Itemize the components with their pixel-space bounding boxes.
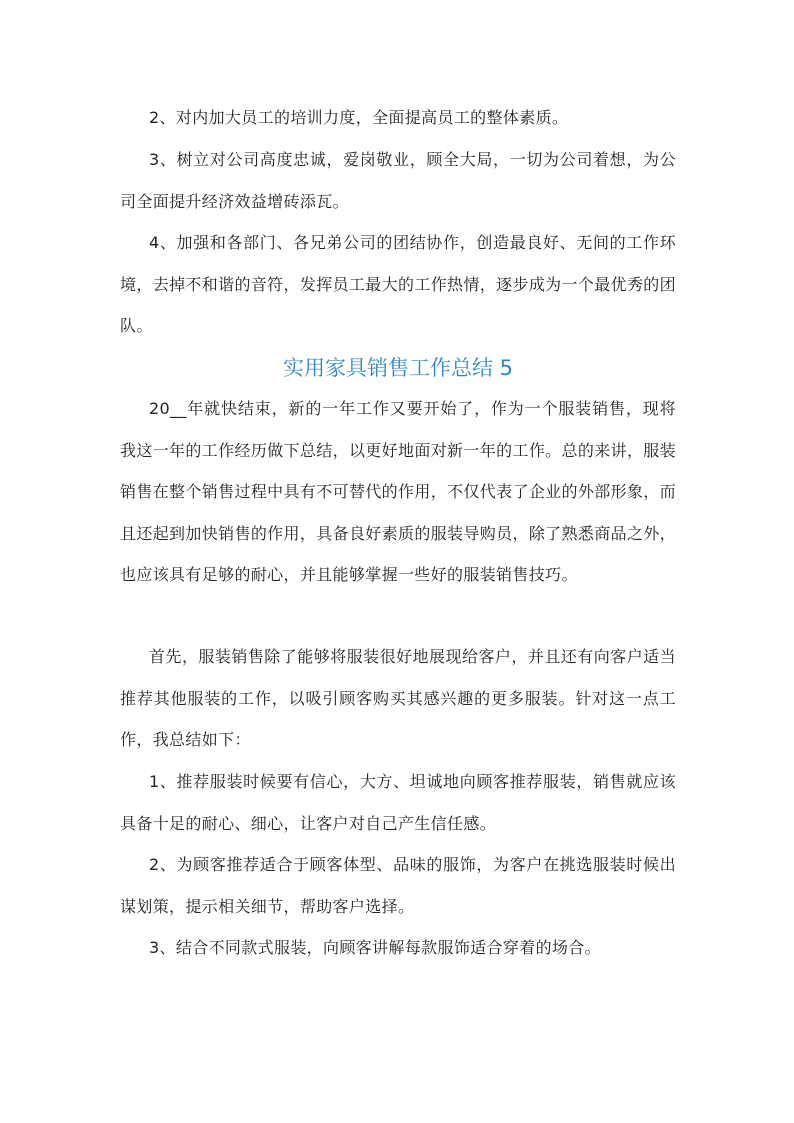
paragraph-point-1: 1、推荐服装时候要有信心，大方、坦诚地向顾客推荐服装，销售就应该具备十足的耐心、细心，让客户对自己产生信任感。 — [120, 772, 676, 833]
paragraph-first: 首先，服装销售除了能够将服装很好地展现给客户，并且还有向客户适当推荐其他服装的工作，以吸引顾客购买其感兴趣的更多服装。针对这一点工作，我总结如下： — [120, 647, 676, 749]
paragraph-teamwork: 4、加强和各部门、各兄弟公司的团结协作，创造最良好、无间的工作环境，去掉不和谐的音符，发挥员工最大的工作热情，逐步成为一个最优秀的团队。 — [120, 233, 676, 335]
section-heading: 实用家具销售工作总结 5 — [282, 356, 514, 380]
paragraph-point-3: 3、结合不同款式服装，向顾客讲解每款服饰适合穿着的场合。 — [149, 938, 601, 957]
paragraph-point-2: 2、为顾客推荐适合于顾客体型、品味的服饰，为客户在挑选服装时候出谋划策，提示相关细节，帮助客户选择。 — [120, 855, 676, 916]
paragraph-training: 2、对内加大员工的培训力度，全面提高员工的整体素质。 — [149, 108, 569, 127]
paragraph-intro: 20__年就快结束，新的一年工作又要开始了，作为一个服装销售，现将我这一年的工作经历做下总结，以更好地面对新一年的工作。总的来讲，服装销售在整个销售过程中具有不可替代的作用，不仅代表了企业的外部形象，而且还起到加快销售的作用，具备良好素质的服装导购员，除了熟悉商品之外，也应该具有足够的耐心，并且能够掌握一些好的服装销售技巧。 — [120, 399, 676, 584]
paragraph-loyalty: 3、树立对公司高度忠诚，爱岗敬业，顾全大局，一切为公司着想，为公司全面提升经济效益增砖添瓦。 — [120, 150, 676, 211]
